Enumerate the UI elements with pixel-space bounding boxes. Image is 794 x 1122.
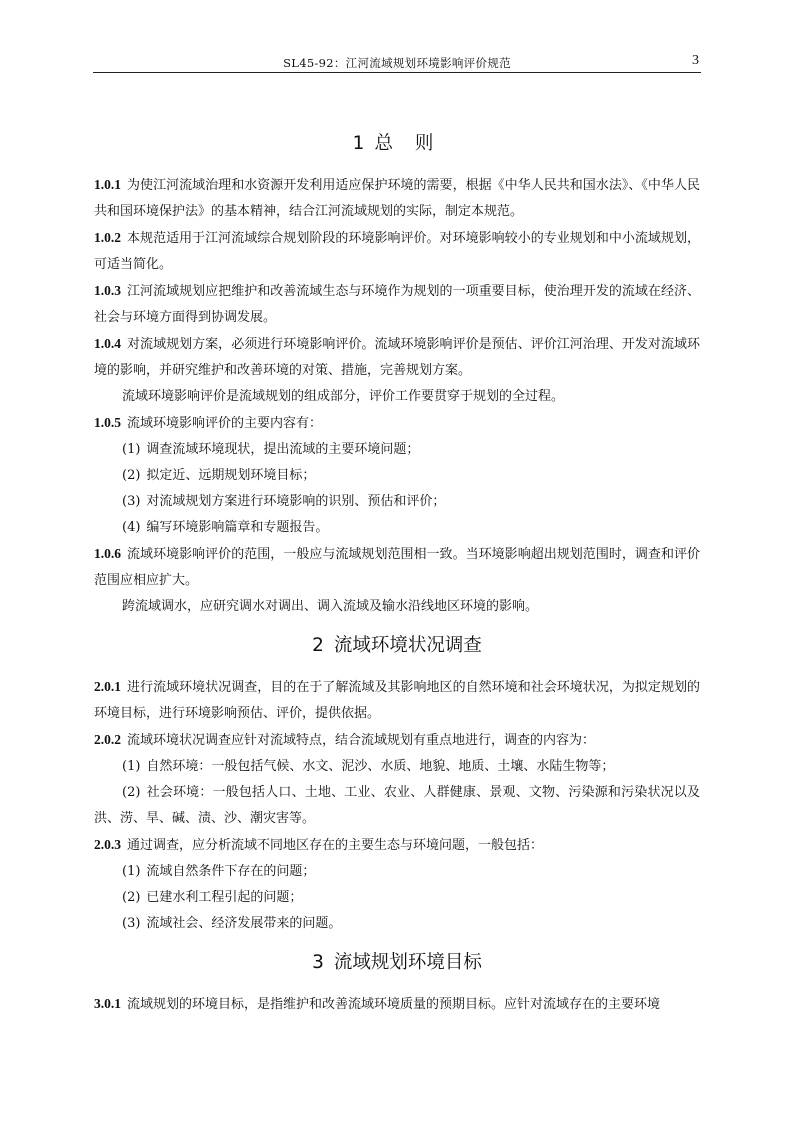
paragraph [94,384,700,410]
clause [94,278,700,331]
clause [94,172,700,225]
list-marker: (2) [122,890,141,905]
clause-number: 1.0.1 [94,177,121,192]
clause-number: 1.0.4 [94,336,121,351]
section-title: 流域规划环境目标 [333,952,482,973]
section-number: 3 [312,952,324,973]
list-item [94,885,700,911]
clause-number: 1.0.5 [94,415,121,430]
paragraph [94,594,700,620]
clause-number: 1.0.3 [94,283,121,298]
list-item-text: 拟定近、远期规划环境目标； [146,468,316,483]
list-item [94,515,700,541]
clause-number: 3.0.1 [94,996,121,1011]
list-marker: (1) [122,759,141,774]
list-item [94,911,700,937]
clause-text: 流域规划的环境目标，是指维护和改善流域环境质量的预期目标。应针对流域存在的主要环境 [127,997,661,1012]
list-item [94,859,700,885]
clause [94,410,700,437]
paragraph-text: 跨流域调水，应研究调水对调出、调入流域及输水沿线地区环境的影响。 [122,599,539,614]
clause-number: 2.0.1 [94,679,121,694]
section-gap [94,937,700,947]
header-title: SL45-92：江河流域规划环境影响评价规范 [283,56,511,70]
section-number: 2 [312,635,324,656]
list-marker: (3) [122,494,141,509]
list-item-text: 已建水利工程引起的问题； [146,890,303,905]
list-item-text: 编写环境影响篇章和专题报告。 [146,520,329,535]
list-marker: (1) [122,864,141,879]
clause [94,225,700,278]
section-heading [94,947,700,979]
list-item-text: 流域自然条件下存在的问题； [146,864,316,879]
list-item-text: 调查流域环境现状，提出流域的主要环境问题； [146,442,420,457]
clause [94,541,700,594]
list-item [94,489,700,515]
section-heading [94,630,700,662]
section-heading [94,128,700,160]
clause-text: 进行流域环境状况调查，目的在于了解流域及其影响地区的自然环境和社会环境状况，为拟定规划的环境目标，进行环境影响预估、评价，提供依据。 [94,680,700,721]
list-item [94,780,700,832]
clause-text: 通过调查，应分析流域不同地区存在的主要生态与环境问题，一般包括： [127,838,544,853]
list-item [94,754,700,780]
clause [94,674,700,727]
section-gap [94,620,700,630]
list-item-text: 社会环境：一般包括人口、土地、工业、农业、人群健康、景观、文物、污染源和污染状况以及洪、涝、旱、碱、渍、沙、潮灾害等。 [94,785,700,826]
list-item-text: 对流域规划方案进行环境影响的识别、预估和评价； [146,494,446,509]
clause-text: 流域环境影响评价的主要内容有： [127,416,323,431]
list-marker: (1) [122,442,141,457]
running-header [93,52,701,73]
clause-number: 1.0.2 [94,230,121,245]
list-marker: (4) [122,520,141,535]
list-item-text: 自然环境：一般包括气候、水文、泥沙、水质、地貌、地质、土壤、水陆生物等； [146,759,615,774]
clause-text: 对流域规划方案，必须进行环境影响评价。流域环境影响评价是预估、评价江河治理、开发对流域环境的影响，并研究维护和改善环境的对策、措施，完善规划方案。 [94,337,700,378]
clause-text: 流域环境状况调查应针对流域特点，结合流域规划有重点地进行，调查的内容为： [127,733,596,748]
clause [94,991,700,1018]
clause-text: 江河流域规划应把维护和改善流域生态与环境作为规划的一项重要目标，使治理开发的流域在经济、社会与环境方面得到协调发展。 [94,284,700,325]
clause-text: 为使江河流域治理和水资源开发利用适应保护环境的需要，根据《中华人民共和国水法》、《中华人民共和国环境保护法》的基本精神，结合江河流域规划的实际，制定本规范。 [94,178,700,219]
clause-number: 1.0.6 [94,546,121,561]
clause [94,331,700,384]
section-title: 流域环境状况调查 [333,635,482,656]
clause-text: 流域环境影响评价的范围，一般应与流域规划范围相一致。当环境影响超出规划范围时，调查和评价范围应相应扩大。 [94,547,700,588]
clause-number: 2.0.3 [94,837,121,852]
paragraph-text: 流域环境影响评价是流域规划的组成部分，评价工作要贯穿于规划的全过程。 [122,389,565,404]
section-title: 总 则 [374,133,442,154]
clause-number: 2.0.2 [94,732,121,747]
document-body [94,128,700,1018]
section-number: 1 [352,133,365,154]
clause [94,727,700,754]
list-marker: (3) [122,916,141,931]
list-marker: (2) [122,785,141,800]
clause [94,832,700,859]
list-marker: (2) [122,468,141,483]
page-number: 3 [692,53,699,68]
list-item [94,463,700,489]
list-item-text: 流域社会、经济发展带来的问题。 [146,916,342,931]
clause-text: 本规范适用于江河流域综合规划阶段的环境影响评价。对环境影响较小的专业规划和中小流域规划，可适当简化。 [94,231,700,272]
list-item [94,437,700,463]
